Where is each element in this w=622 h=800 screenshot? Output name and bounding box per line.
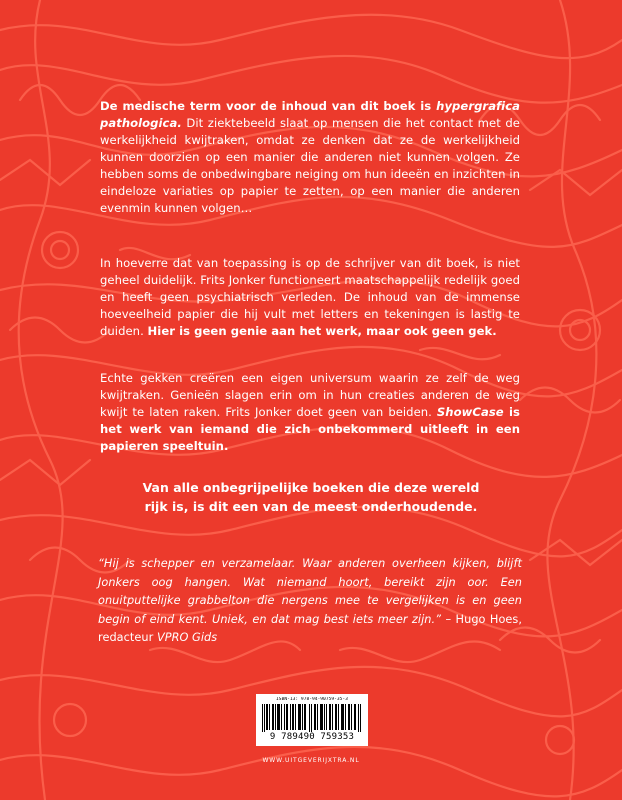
barcode-bars	[260, 704, 364, 732]
quote-publication: VPRO Gids	[156, 631, 218, 644]
publisher-website[interactable]: WWW.UITGEVERIJXTRA.NL	[262, 757, 360, 764]
closing-statement: Van alle onbegrijpelijke boeken die deze wereld rijk is, is dit een van de meest onderhoudende.	[142, 480, 480, 514]
showcase-paragraph	[100, 370, 520, 455]
author-conclusion: Hier is geen genie aan het werk, maar ook geen gek.	[147, 324, 497, 338]
intro-paragraph	[100, 98, 520, 217]
quote-attribution: – Hugo Hoes, redacteur	[98, 612, 522, 644]
isbn-label: ISBN-13: 978-94-90759-35-3	[276, 697, 348, 702]
showcase-conclusion: is het werk van iemand die zich onbekommerd uitleeft in een papieren speeltuin.	[100, 405, 521, 453]
showcase-body: Echte gekken creëren een eigen universum waarin ze zelf de weg kwijtraken. Genieën slagen erin om in hun creaties anderen de weg kwijt te laten raken. Frits Jonker doet geen van beiden.	[100, 371, 520, 419]
review-quote	[98, 555, 522, 648]
author-body: In hoeverre dat van toepassing is op de schrijver van dit boek, is niet geheel duidelijk. Frits Jonker functioneert maatschappelijk redelijk goed en heeft geen psychiatrisch verleden. De inhoud van de immense hoeveelheid papier die hij vult met letters en tekeningen is lastig te duiden.	[100, 256, 520, 338]
author-paragraph	[100, 255, 520, 340]
showcase-title: ShowCase	[436, 405, 504, 419]
intro-term: hypergrafica pathologica.	[100, 99, 520, 130]
barcode	[256, 694, 368, 746]
intro-body: Dit ziektebeeld slaat op mensen die het contact met de werkelijkheid kwijtraken, omdat ze denken dat ze de werkelijkheid kunnen doorzien op een manier die anderen niet kunnen volgen. Ze hebben soms de onbedwingbare neiging om hun ideeën en inzichten in eindeloze variaties op papier te zetten, op een manier die anderen evenmin kunnen volgen…	[100, 116, 520, 215]
quote-text: “Hij is schepper en verzamelaar. Waar anderen overheen kijken, blijft Jonkers oog hangen. Wat niemand hoort, bereikt zijn oor. Een onuitputtelijke grabbelton die nergens mee te vergelijken is en geen begin of eind kent. Uniek, en dat mag best iets meer zijn.”	[98, 557, 522, 626]
ean-digits: 9 789490 759353	[269, 732, 355, 742]
intro-lead: De medische term voor de inhoud van dit boek is	[100, 99, 437, 113]
